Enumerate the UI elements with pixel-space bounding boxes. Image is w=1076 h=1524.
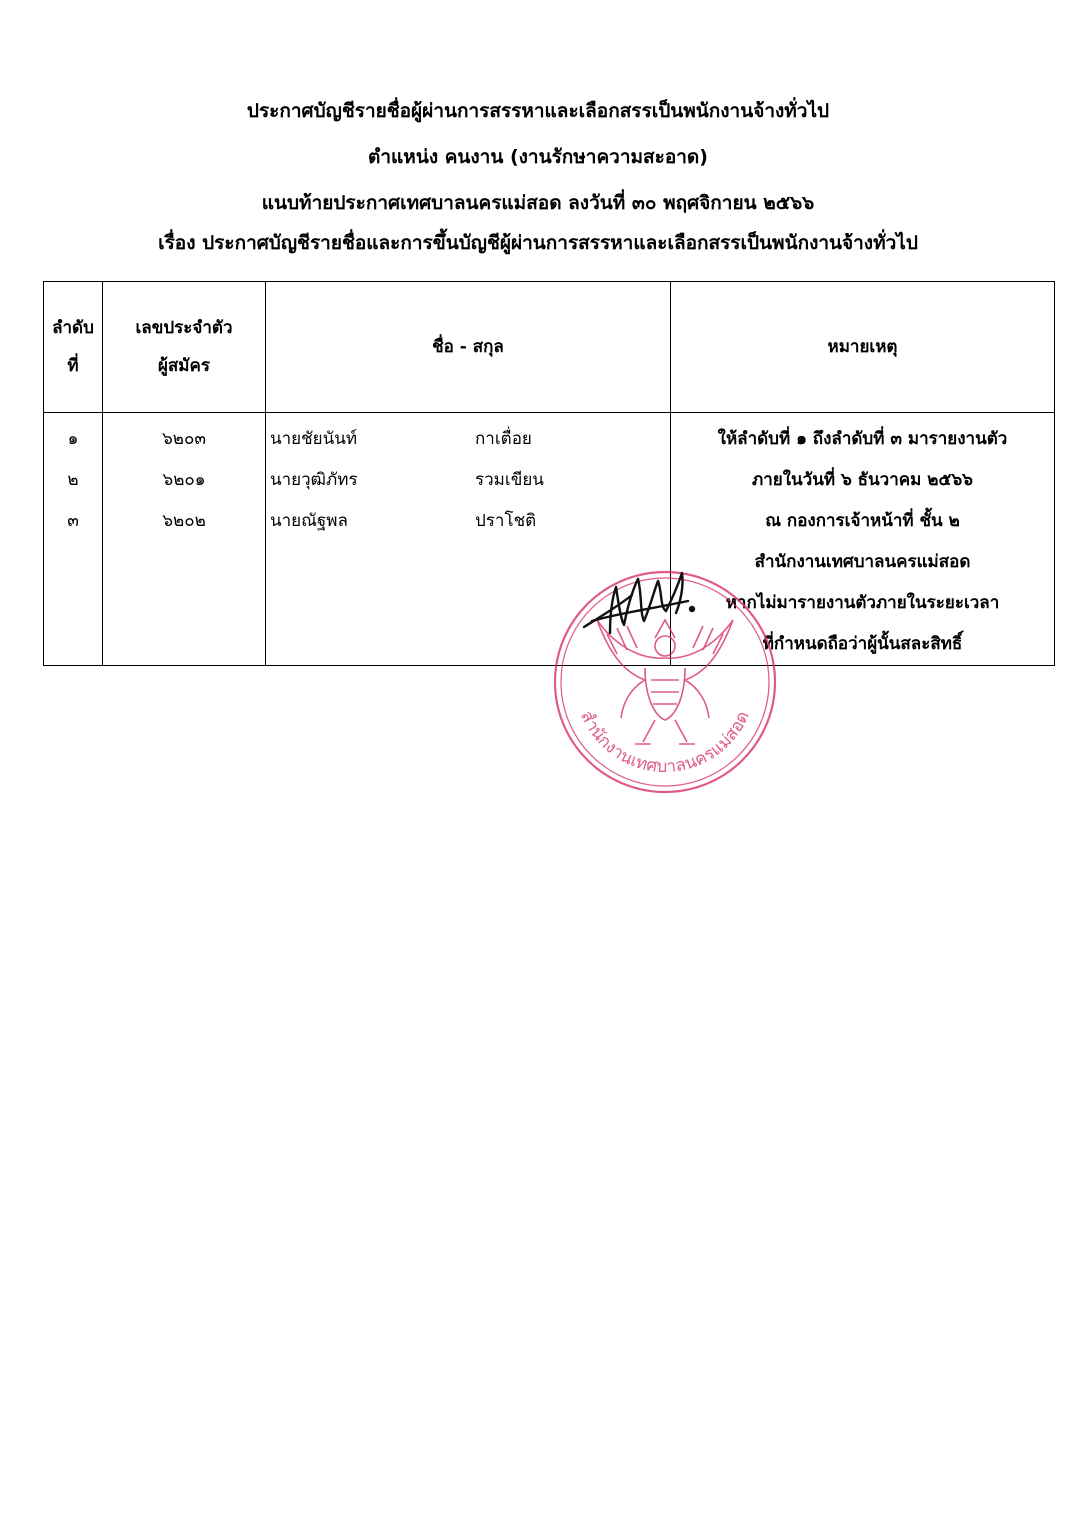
header-order	[44, 282, 103, 413]
title-line-2: ตำแหน่ง คนงาน (งานรักษาความสะอาด)	[368, 146, 708, 168]
table-header-row	[44, 282, 1055, 413]
header-applicant-id	[103, 282, 266, 413]
header-name: ชื่อ - สกุล	[266, 282, 671, 413]
remark-line-1: ให้ลำดับที่ ๑ ถึงลำดับที่ ๓ มารายงานตัว	[717, 429, 1008, 449]
header-remark: หมายเหตุ	[671, 282, 1055, 413]
header-order-line1: ลำดับ	[52, 318, 94, 338]
row-2-applicant-id: ๖๒๐๑	[162, 470, 206, 490]
order-column	[44, 413, 103, 666]
row-3-name	[266, 501, 670, 542]
seal-text: สำนักงานเทศบาลนครแม่สอด	[576, 707, 754, 778]
header-applicant-id-line2: ผู้สมัคร	[157, 356, 211, 376]
signature-icon	[580, 565, 705, 640]
table-body-row	[44, 413, 1055, 666]
row-2-last-name: รวมเขียน	[475, 470, 544, 490]
title-line-4: เรื่อง ประกาศบัญชีรายชื่อและการขึ้นบัญชีผู้ผ่านการสรรหาและเลือกสรรเป็นพนักงานจ้างทั่วไป	[158, 232, 918, 254]
header-order-line2: ที่	[67, 356, 79, 376]
applicant-id-column	[103, 413, 266, 666]
remark-line-3: ณ กองการเจ้าหน้าที่ ชั้น ๒	[765, 511, 960, 531]
candidate-table	[43, 281, 1055, 666]
row-3-applicant-id: ๖๒๐๒	[162, 511, 206, 531]
row-1-order: ๑	[67, 429, 79, 449]
row-3-first-name: นายณัฐพล	[270, 511, 348, 531]
remark-line-6: ที่กำหนดถือว่าผู้นั้นสละสิทธิ์	[762, 634, 963, 654]
row-2-order: ๒	[67, 470, 79, 490]
remark-line-5: หากไม่มารายงานตัวภายในระยะเวลา	[725, 593, 1000, 613]
row-2-name	[266, 460, 670, 501]
row-1-last-name: กาเตื่อย	[475, 429, 532, 449]
title-line-1: ประกาศบัญชีรายชื่อผู้ผ่านการสรรหาและเลือกสรรเป็นพนักงานจ้างทั่วไป	[246, 100, 830, 122]
remark-line-2: ภายในวันที่ ๖ ธันวาคม ๒๕๖๖	[752, 470, 973, 490]
row-3-order: ๓	[67, 511, 79, 531]
row-1-first-name: นายชัยนันท์	[270, 429, 358, 449]
row-1-applicant-id: ๖๒๐๓	[162, 429, 206, 449]
header-applicant-id-line1: เลขประจำตัว	[135, 318, 233, 338]
row-3-last-name: ปราโชติ	[475, 511, 537, 531]
svg-text:สำนักงานเทศบาลนครแม่สอด	[576, 708, 754, 777]
title-line-3: แนบท้ายประกาศเทศบาลนครแม่สอด ลงวันที่ ๓๐ พฤศจิกายน ๒๕๖๖	[261, 192, 815, 214]
remark-line-4: สำนักงานเทศบาลนครแม่สอด	[754, 552, 971, 572]
row-1-name	[266, 419, 670, 460]
row-2-first-name: นายวุฒิภัทร	[270, 470, 358, 490]
handwritten-signature	[580, 565, 705, 640]
